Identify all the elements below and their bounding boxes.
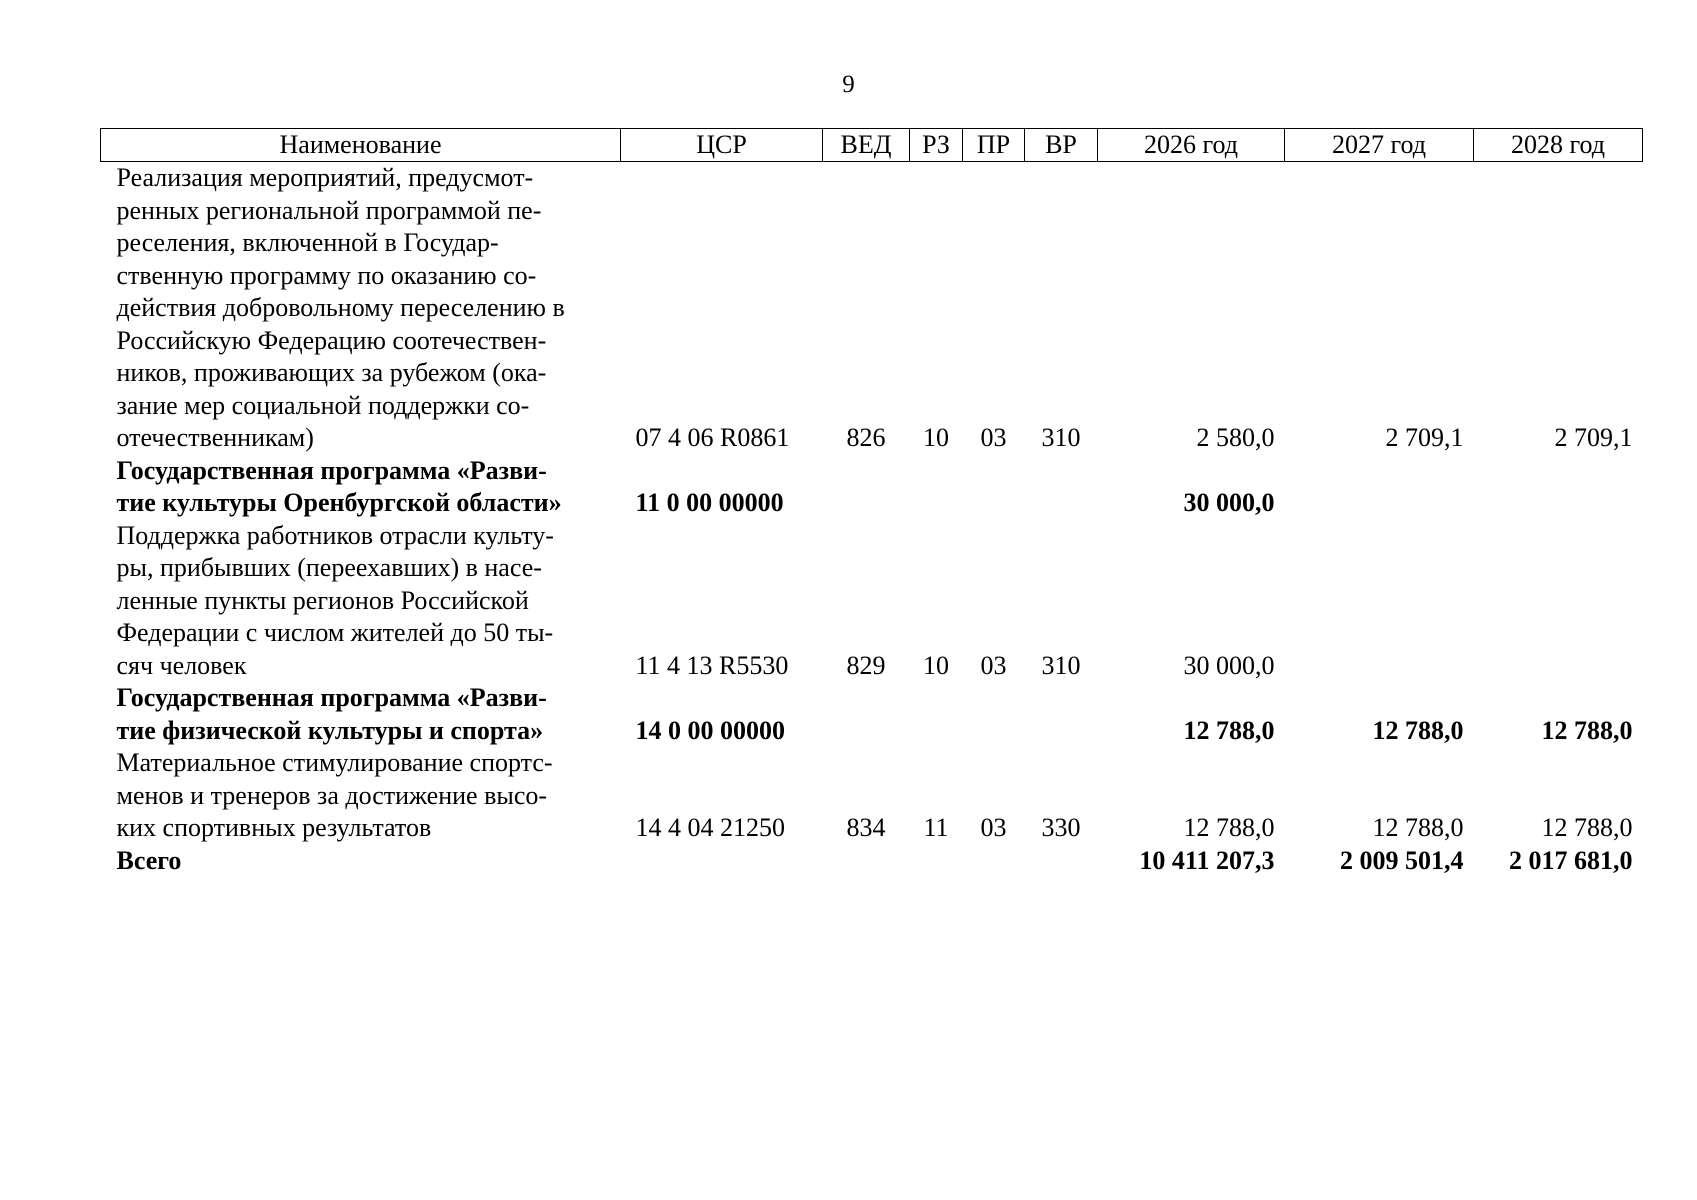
cell-2027: 2 709,1: [1385, 423, 1464, 452]
cell-pr: [963, 682, 1025, 747]
header-name: Наименование: [101, 129, 621, 162]
cell-2026: 12 788,0: [1183, 715, 1275, 745]
name-line: действия добровольному переселению в: [116, 293, 565, 322]
cell-ved: 834: [846, 813, 886, 842]
cell-2027: 2 009 501,4: [1340, 845, 1464, 875]
name-line: отечественникам): [116, 423, 314, 452]
name-line: ников, проживающих за рубежом (ока-: [116, 358, 547, 387]
name-line: реселения, включенной в Государ-: [116, 228, 499, 257]
header-csr: ЦСР: [621, 129, 823, 162]
cell-vr: [1025, 682, 1098, 747]
name-line: зание мер социальной поддержки со-: [116, 390, 530, 420]
name-line: Государственная программа «Разви-: [116, 455, 547, 485]
name-line: Российскую Федерацию соотечествен-: [116, 325, 547, 355]
table-body: [101, 162, 1643, 878]
cell-csr: 14 0 00 00000: [635, 715, 785, 745]
cell-2027: [1285, 520, 1474, 683]
cell-ved: [823, 682, 910, 747]
name-line: Реализация мероприятий, предусмот-: [116, 163, 534, 192]
cell-ved: 829: [846, 650, 886, 680]
name-line: тие культуры Оренбургской области»: [116, 488, 562, 517]
header-ved: ВЕД: [823, 129, 910, 162]
name-line: ленные пункты регионов Российской: [116, 585, 529, 615]
cell-vr: 310: [1041, 423, 1081, 452]
table-row: [101, 747, 1643, 845]
cell-vr: 330: [1041, 813, 1081, 842]
cell-rz: 11: [923, 813, 949, 842]
cell-2026: 30 000,0: [1183, 488, 1275, 517]
name-line: Всего: [116, 845, 182, 875]
table-row: [101, 162, 1643, 455]
cell-2026: 30 000,0: [1183, 650, 1275, 680]
cell-2027: [1285, 455, 1474, 520]
cell-2028: 12 788,0: [1541, 715, 1633, 745]
name-line: ственную программу по оказанию со-: [116, 260, 537, 290]
page-number: 9: [842, 71, 855, 98]
name-line: ренных региональной программой пе-: [116, 195, 542, 225]
cell-rz: [910, 682, 963, 747]
cell-name: [101, 845, 621, 878]
cell-2028: [1474, 455, 1643, 520]
cell-rz: [910, 455, 963, 520]
cell-vr: [1025, 455, 1098, 520]
table-row: [101, 520, 1643, 683]
cell-csr: 11 4 13 R5530: [635, 650, 789, 680]
cell-pr: [963, 845, 1025, 878]
cell-2028: 2 017 681,0: [1509, 845, 1633, 875]
cell-ved: 826: [846, 423, 886, 452]
name-line: Поддержка работников отрасли культу-: [116, 520, 554, 550]
cell-rz: 10: [923, 423, 949, 452]
cell-name: [101, 162, 621, 455]
header-2026: 2026 год: [1098, 129, 1285, 162]
name-line: ры, прибывших (переехавших) в насе-: [116, 553, 542, 582]
header-2028: 2028 год: [1474, 129, 1643, 162]
cell-pr: [963, 455, 1025, 520]
cell-csr: 07 4 06 R0861: [635, 423, 790, 452]
cell-pr: 03: [980, 423, 1007, 452]
cell-name: [101, 682, 621, 747]
cell-2026: 12 788,0: [1183, 813, 1275, 842]
cell-name: [101, 455, 621, 520]
cell-2027: 12 788,0: [1372, 813, 1464, 842]
name-line: Материальное стимулирование спортс-: [116, 748, 553, 777]
cell-pr: 03: [980, 813, 1007, 842]
header-rz: РЗ: [910, 129, 963, 162]
cell-csr: [621, 845, 823, 878]
cell-csr: 11 0 00 00000: [635, 488, 784, 517]
budget-table: [100, 128, 1643, 877]
name-line: ких спортивных результатов: [116, 813, 432, 842]
table-row: [101, 455, 1643, 520]
cell-vr: 310: [1041, 650, 1081, 680]
cell-2027: 12 788,0: [1372, 715, 1464, 745]
name-line: сяч человек: [116, 650, 247, 680]
cell-rz: 10: [923, 650, 949, 680]
cell-2026: 2 580,0: [1196, 423, 1275, 452]
cell-2028: 2 709,1: [1554, 423, 1633, 452]
header-pr: ПР: [963, 129, 1025, 162]
cell-name: [101, 520, 621, 683]
header-row: [101, 129, 1643, 162]
table-row: [101, 682, 1643, 747]
name-line: тие физической культуры и спорта»: [116, 715, 544, 745]
header-vr: ВР: [1025, 129, 1098, 162]
name-line: менов и тренеров за достижение высо-: [116, 780, 548, 810]
cell-ved: [823, 455, 910, 520]
table-row: [101, 845, 1643, 878]
cell-ved: [823, 845, 910, 878]
cell-2028: 12 788,0: [1541, 813, 1633, 842]
name-line: Федерации с числом жителей до 50 ты-: [116, 618, 554, 647]
cell-rz: [910, 845, 963, 878]
header-2027: 2027 год: [1285, 129, 1474, 162]
cell-pr: 03: [980, 650, 1007, 680]
cell-name: [101, 747, 621, 845]
cell-2028: [1474, 520, 1643, 683]
cell-2026: 10 411 207,3: [1139, 845, 1275, 875]
name-line: Государственная программа «Разви-: [116, 683, 547, 712]
cell-vr: [1025, 845, 1098, 878]
cell-csr: 14 4 04 21250: [635, 813, 785, 842]
